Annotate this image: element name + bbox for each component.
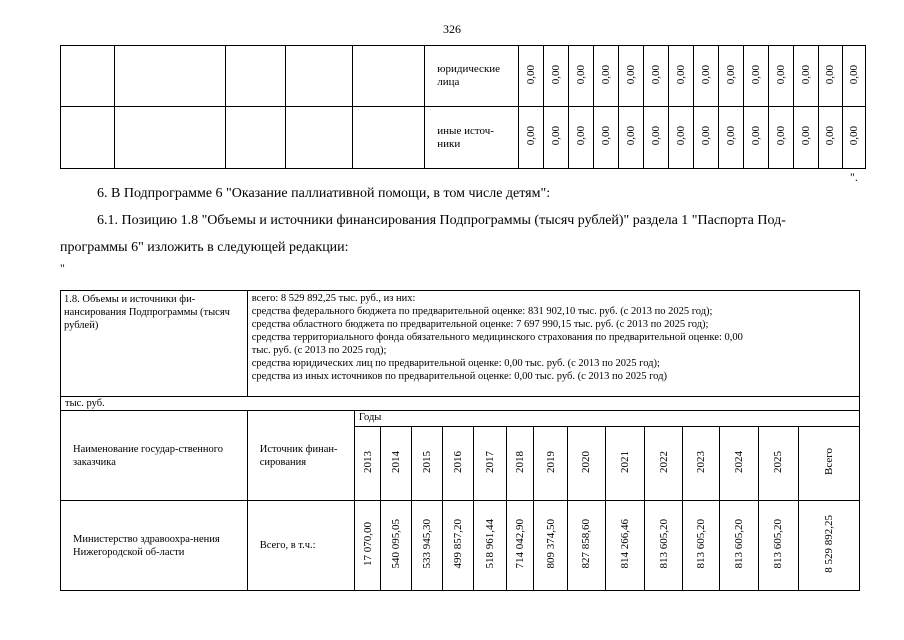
value-text: 0,00 [625, 126, 638, 146]
paragraph-6-1-cont: программы 6" изложить в следующей редакции: [60, 240, 349, 255]
value-text: 0,00 [575, 64, 588, 85]
value-text: 0,00 [550, 126, 563, 146]
value-cell [818, 107, 842, 169]
value-cell [719, 107, 744, 169]
year-header-cell [644, 427, 683, 501]
year-header-cell [568, 427, 606, 501]
amount-value: 814 266,46 [618, 518, 631, 569]
value-cell [669, 46, 694, 107]
value-text: 0,00 [675, 64, 688, 85]
year-header-cell [534, 427, 568, 501]
value-text: 0,00 [625, 64, 638, 85]
info-line: всего: 8 529 892,25 тыс. руб., из них: [251, 293, 416, 304]
amount-value: 17 070,00 [361, 521, 374, 566]
amount-cell [644, 501, 683, 591]
amount-value: 827 858,60 [580, 518, 593, 569]
year-header-cell [758, 427, 798, 501]
empty-cell [114, 46, 225, 107]
year-header-cell [412, 427, 443, 501]
value-text: 0,00 [724, 126, 737, 146]
year-label: 2013 [361, 450, 374, 473]
amount-value: 809 374,50 [544, 518, 557, 569]
funding-table-top [60, 45, 866, 169]
amount-cell [412, 501, 443, 591]
year-label: 2015 [420, 450, 433, 473]
value-text: 0,00 [824, 126, 837, 146]
amount-cell [474, 501, 507, 591]
funding-info [247, 291, 859, 397]
value-text: 0,00 [525, 126, 538, 146]
amount-value: 813 605,20 [733, 518, 745, 569]
year-label: 2021 [618, 450, 631, 473]
amount-value: 499 857,20 [451, 518, 464, 569]
year-label: 2022 [657, 450, 670, 473]
amount-cell [758, 501, 798, 591]
value-cell [743, 46, 768, 107]
value-text: 0,00 [749, 126, 762, 146]
value-cell [842, 46, 865, 107]
closing-quote: ". [850, 170, 858, 184]
year-header-cell [381, 427, 412, 501]
empty-cell [61, 107, 115, 169]
value-cell [544, 46, 569, 107]
value-cell [694, 46, 719, 107]
year-header-cell [474, 427, 507, 501]
value-text: 0,00 [550, 64, 563, 85]
source-label: иные источ-ники [425, 107, 519, 169]
value-text: 0,00 [824, 64, 837, 85]
customer-name: Министерство здравоохра-нения Нижегородской об-ласти [61, 501, 248, 591]
value-cell [519, 107, 544, 169]
year-header-cell [683, 427, 720, 501]
value-cell [544, 107, 569, 169]
empty-cell [285, 46, 353, 107]
value-text: 0,00 [600, 64, 613, 85]
empty-cell [114, 107, 225, 169]
value-text: 0,00 [650, 126, 663, 146]
amount-cell [605, 501, 644, 591]
info-line: средства федерального бюджета по предварительной оценке: 831 902,10 тыс. руб. (с 2013 по 2025 год); [251, 306, 713, 317]
paragraph-6-1: 6.1. Позицию 1.8 "Объемы и источники финансирования Подпрограммы (тысяч рублей)" раздела 1 "Паспорта Под- [97, 213, 786, 228]
year-label: 2020 [580, 450, 593, 473]
amount-cell [720, 501, 759, 591]
amount-value: 540 095,05 [390, 518, 403, 569]
year-header-cell [798, 427, 859, 501]
empty-cell [285, 107, 353, 169]
value-text: 0,00 [700, 64, 713, 85]
value-cell [644, 107, 669, 169]
value-cell [644, 46, 669, 107]
info-line: тыс. руб. (с 2013 по 2025 год); [251, 345, 387, 356]
value-text: 0,00 [749, 64, 762, 85]
source-name: Всего, в т.ч.: [247, 501, 354, 591]
amount-cell [442, 501, 474, 591]
amount-cell [381, 501, 412, 591]
amount-cell [506, 501, 534, 591]
year-label: 2018 [514, 450, 527, 473]
value-cell [793, 107, 818, 169]
year-label: 2019 [544, 450, 557, 473]
year-header-cell [605, 427, 644, 501]
empty-cell [353, 46, 425, 107]
amount-cell [683, 501, 720, 591]
value-cell [768, 46, 793, 107]
amount-value: 813 605,20 [695, 518, 708, 569]
value-text: 0,00 [774, 64, 787, 85]
col-customer-header: Наименование государ-ственного заказчика [61, 411, 248, 501]
value-cell [569, 46, 594, 107]
amount-value: 714 042,90 [514, 518, 527, 569]
amount-cell [568, 501, 606, 591]
value-cell [694, 107, 719, 169]
year-label: 2023 [695, 450, 708, 473]
col-source-header: Источник финан-сирования [247, 411, 354, 501]
year-header-cell [442, 427, 474, 501]
amount-value: 8 529 892,25 [822, 514, 835, 573]
value-cell [842, 107, 865, 169]
info-line: средства территориального фонда обязательного медицинского страхования по предварительной оценке: 0,00 [251, 332, 743, 343]
page-number: 326 [443, 22, 461, 36]
year-label: 2017 [484, 450, 497, 473]
source-label: юридические лица [425, 46, 519, 107]
value-text: 0,00 [700, 126, 713, 146]
year-header-cell [720, 427, 759, 501]
amount-cell [534, 501, 568, 591]
year-label: 2025 [772, 450, 785, 473]
table-row [61, 107, 866, 169]
empty-cell [225, 107, 285, 169]
year-label: Всего [822, 448, 835, 475]
value-text: 0,00 [675, 126, 688, 146]
info-line: средства из иных источников по предварительной оценке: 0,00 тыс. руб. (с 2013 по 2025 год) [251, 371, 667, 382]
year-label: 2016 [451, 450, 464, 473]
amount-value: 518 961,44 [484, 518, 497, 569]
amount-value: 813 605,20 [772, 518, 785, 569]
table-row [61, 46, 866, 107]
value-text: 0,00 [774, 126, 787, 146]
opening-quote: " [60, 261, 65, 275]
value-cell [818, 46, 842, 107]
year-header-cell [354, 427, 381, 501]
unit-label: тыс. руб. [61, 397, 860, 411]
empty-cell [61, 46, 115, 107]
year-label: 2024 [733, 450, 745, 473]
info-line: средства областного бюджета по предварительной оценке: 7 697 990,15 тыс. руб. (с 2013 по 2025 год); [251, 319, 709, 330]
value-cell [743, 107, 768, 169]
value-cell [793, 46, 818, 107]
value-cell [569, 107, 594, 169]
value-text: 0,00 [600, 126, 613, 146]
amount-cell [798, 501, 859, 591]
position-label: 1.8. Объемы и источники фи-нансирования Подпрограммы (тысяч рублей) [61, 291, 248, 397]
amount-cell [354, 501, 381, 591]
years-header: Годы [354, 411, 859, 427]
value-cell [519, 46, 544, 107]
value-cell [719, 46, 744, 107]
value-cell [594, 46, 619, 107]
value-text: 0,00 [847, 64, 860, 85]
value-text: 0,00 [847, 126, 860, 146]
amount-value: 533 945,30 [420, 518, 433, 569]
amount-value: 813 605,20 [657, 518, 670, 569]
info-line: средства юридических лиц по предварительной оценке: 0,00 тыс. руб. (с 2013 по 2025 год); [251, 358, 660, 369]
paragraph-6: 6. В Подпрограмме 6 "Оказание паллиативной помощи, в том числе детям": [97, 186, 551, 201]
value-cell [594, 107, 619, 169]
value-cell [669, 107, 694, 169]
value-cell [619, 46, 644, 107]
value-text: 0,00 [724, 64, 737, 85]
year-header-cell [506, 427, 534, 501]
value-cell [619, 107, 644, 169]
funding-table-main [60, 290, 860, 591]
value-text: 0,00 [650, 64, 663, 85]
empty-cell [353, 107, 425, 169]
value-text: 0,00 [799, 64, 812, 85]
value-text: 0,00 [799, 126, 812, 146]
empty-cell [225, 46, 285, 107]
year-label: 2014 [390, 450, 403, 473]
value-cell [768, 107, 793, 169]
value-text: 0,00 [525, 64, 538, 85]
value-text: 0,00 [575, 126, 588, 146]
